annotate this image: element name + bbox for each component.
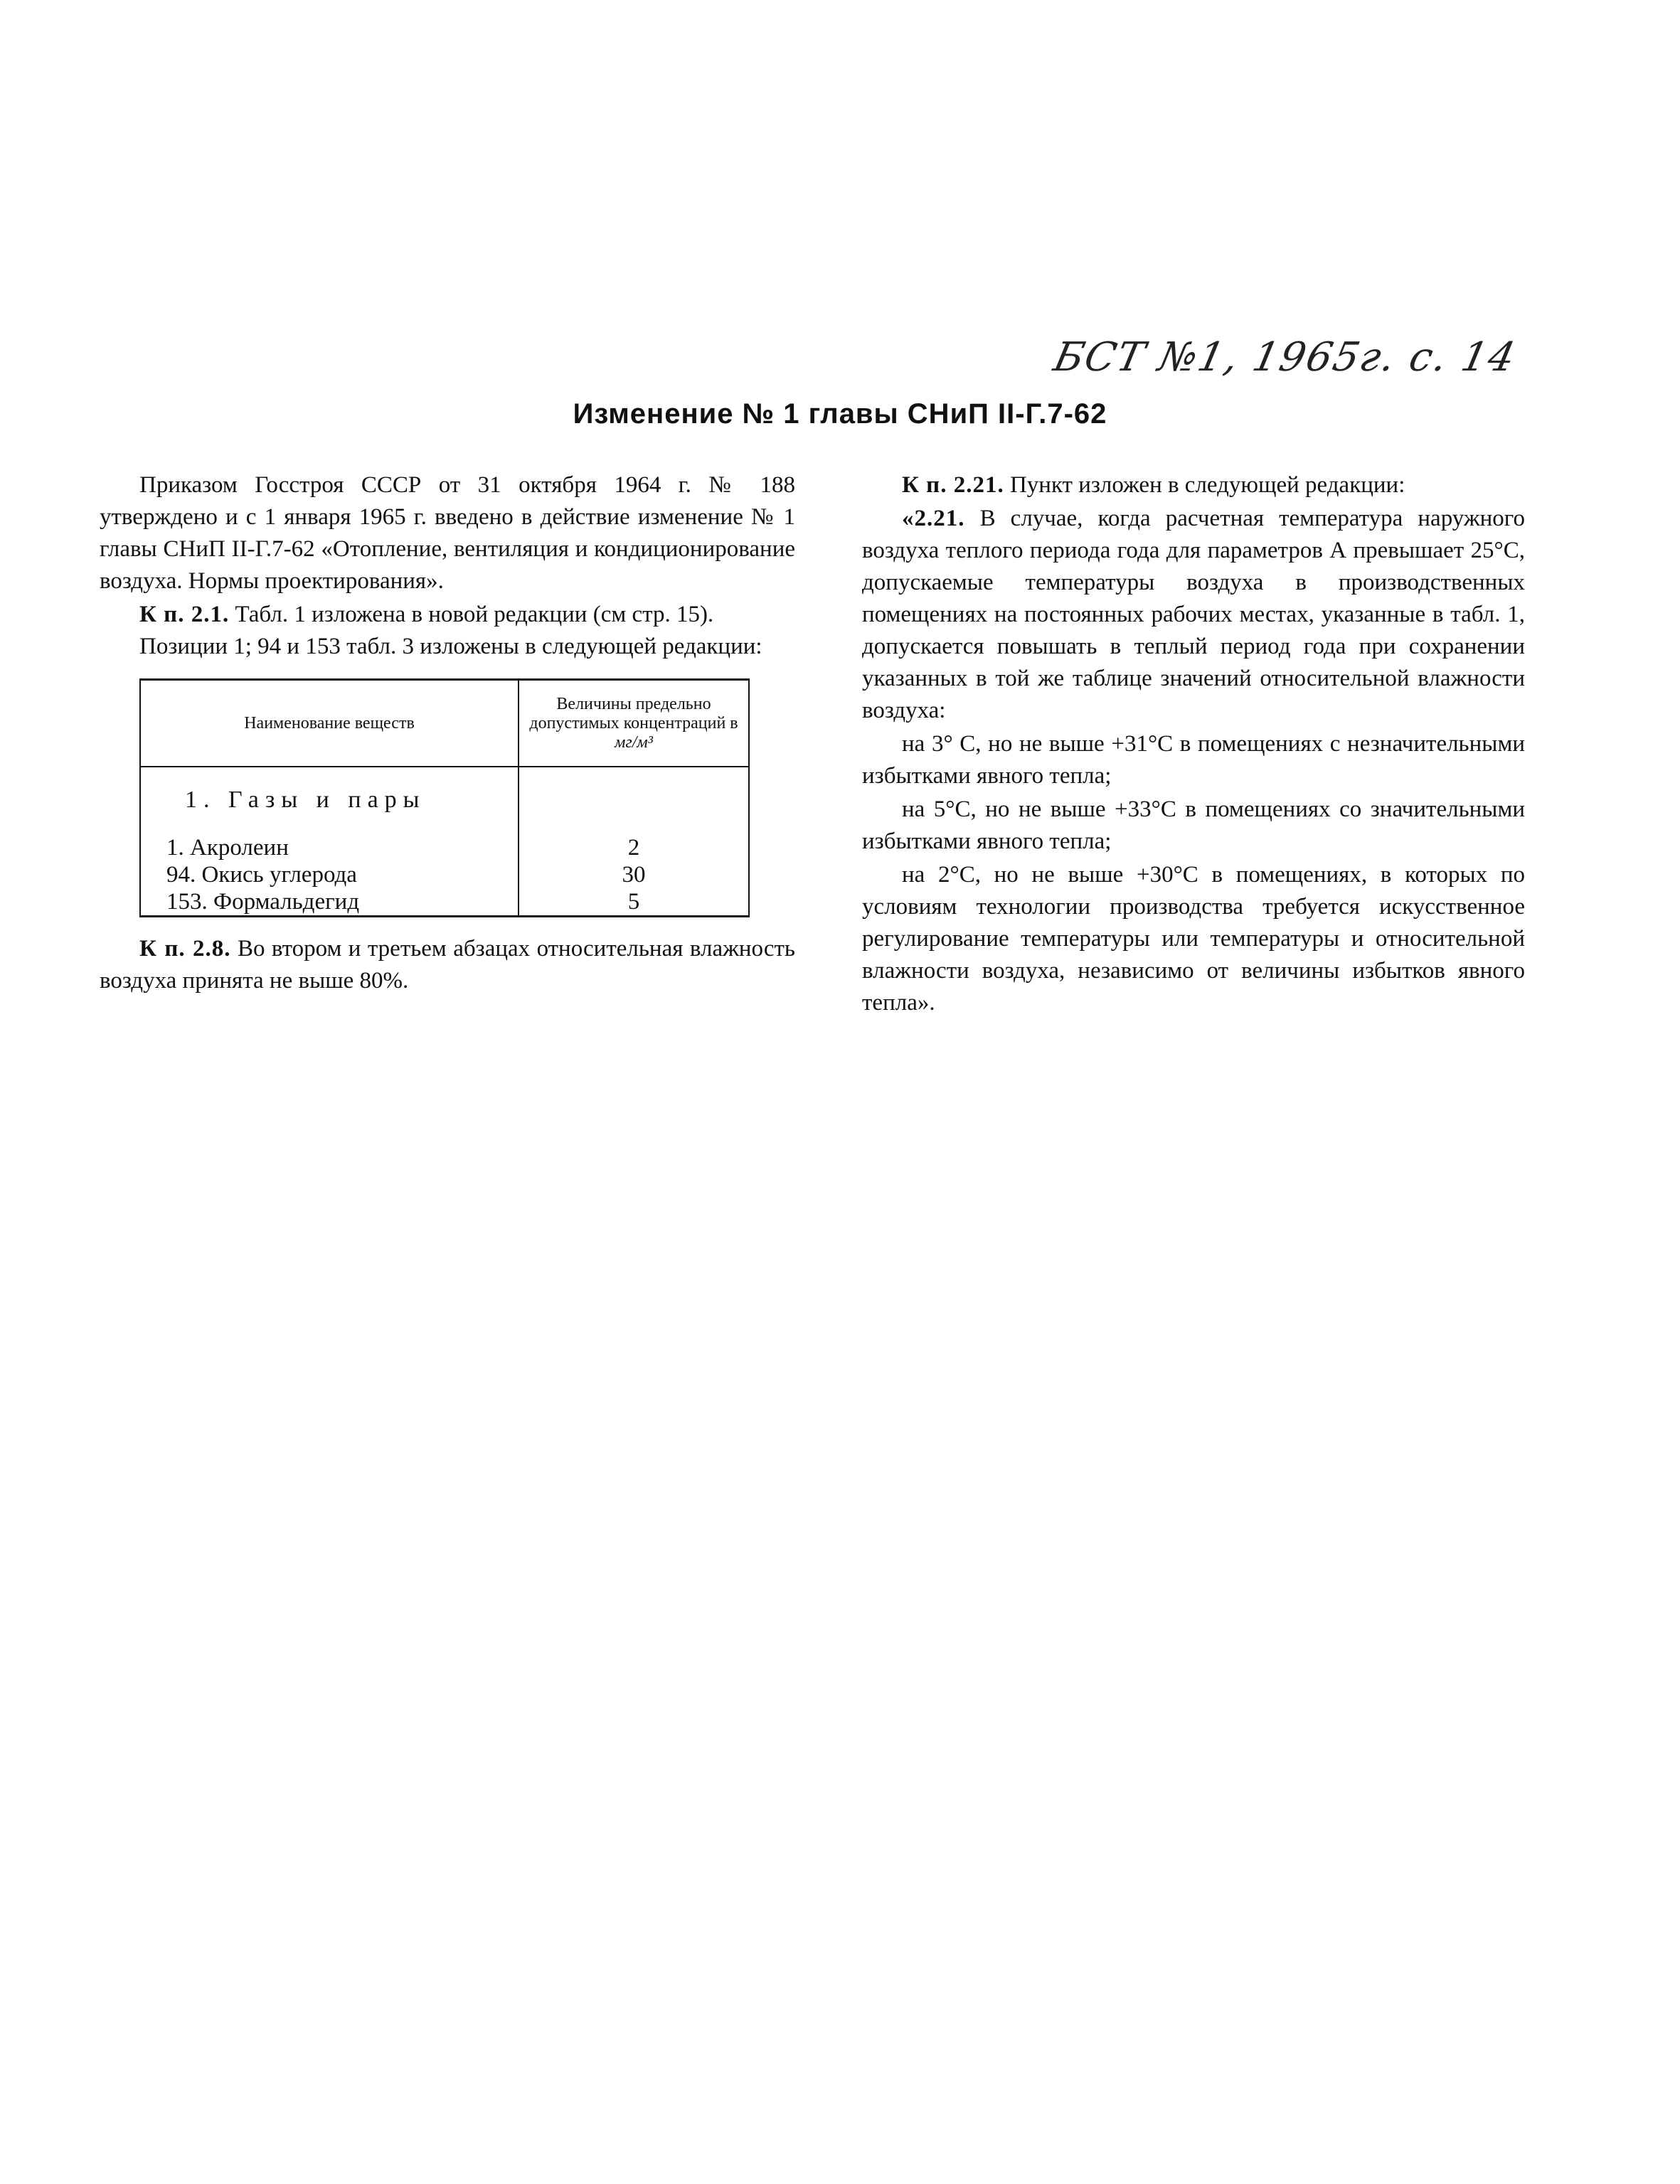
group-label: 1. Газы и пары bbox=[140, 767, 519, 834]
list-item: на 3° С, но не выше +31°С в помещениях с незначительными избытками явного тепла; bbox=[862, 731, 1525, 789]
header-concentration bbox=[519, 680, 749, 767]
quote-ref: «2.21. bbox=[902, 506, 965, 531]
positions-paragraph: Позиции 1; 94 и 153 табл. 3 изложены в следующей редакции: bbox=[139, 634, 762, 659]
substances-table bbox=[139, 678, 750, 917]
clause-2-1-text: Табл. 1 изложена в новой редакции (см стр. 15). bbox=[235, 602, 714, 627]
quote-paragraph bbox=[862, 503, 1525, 727]
right-column bbox=[862, 469, 1525, 1019]
substance-name: 1. Акролеин bbox=[140, 834, 519, 861]
clause-2-21-text: Пункт изложен в следующей редакции: bbox=[1009, 472, 1405, 498]
table-row bbox=[140, 888, 749, 917]
clause-2-8-text: Во втором и третьем абзацах относительная влажность воздуха принята не выше 80%. bbox=[100, 936, 795, 994]
quote-text: В случае, когда расчетная температура наружного воздуха теплого периода года для параметров А превышает 25°С, допускаемые температуры воздуха в производственных помещениях на постоянных рабочих местах, указанные в табл. 1, допускается повышать в теплый период года при сохранении указанных в той же таблице значений относительной влажности воздуха: bbox=[862, 506, 1525, 723]
substance-name: 153. Формальдегид bbox=[140, 888, 519, 917]
list-item: на 5°С, но не выше +33°С в помещениях со значительными избытками явного тепла; bbox=[862, 797, 1525, 854]
clause-2-1-paragraph bbox=[100, 599, 795, 631]
page-title: Изменение № 1 главы СНиП II-Г.7-62 bbox=[573, 398, 1107, 430]
header-concentration-text: Величины предельно допустимых концентраций в bbox=[529, 694, 738, 733]
list-item: на 2°С, но не выше +30°С в помещениях, в которых по условиям технологии производства требуется искусственное регулирование температуры или температуры и относительной влажности воздуха, независимо от величины избытков явного тепла». bbox=[862, 862, 1525, 1016]
substance-value: 30 bbox=[519, 861, 749, 888]
table-header-row bbox=[140, 680, 749, 767]
handwritten-reference: БСТ №1, 1965г. с. 14 bbox=[1049, 334, 1521, 380]
header-substance-name: Наименование веществ bbox=[140, 680, 519, 767]
clause-2-21-ref: К п. 2.21. bbox=[902, 472, 1004, 498]
clause-2-8-ref: К п. 2.8. bbox=[139, 936, 231, 962]
intro-paragraph: Приказом Госстроя СССР от 31 октября 1964 г. № 188 утверждено и с 1 января 1965 г. введено в действие изменение № 1 главы СНиП II-Г.7-62 «Отопление, вентиляция и кондиционирование воздуха. Нормы проектирования». bbox=[100, 472, 795, 594]
header-concentration-unit: мг/м³ bbox=[615, 733, 653, 752]
clause-2-21-paragraph bbox=[862, 469, 1525, 501]
table-group-row bbox=[140, 767, 749, 834]
left-column bbox=[100, 469, 795, 997]
substance-value: 2 bbox=[519, 834, 749, 861]
table-row bbox=[140, 861, 749, 888]
clause-2-1-ref: К п. 2.1. bbox=[139, 602, 230, 627]
table-row bbox=[140, 834, 749, 861]
substance-value: 5 bbox=[519, 888, 749, 917]
group-empty-cell bbox=[519, 767, 749, 834]
clause-2-8-paragraph bbox=[100, 933, 795, 997]
substance-name: 94. Окись углерода bbox=[140, 861, 519, 888]
